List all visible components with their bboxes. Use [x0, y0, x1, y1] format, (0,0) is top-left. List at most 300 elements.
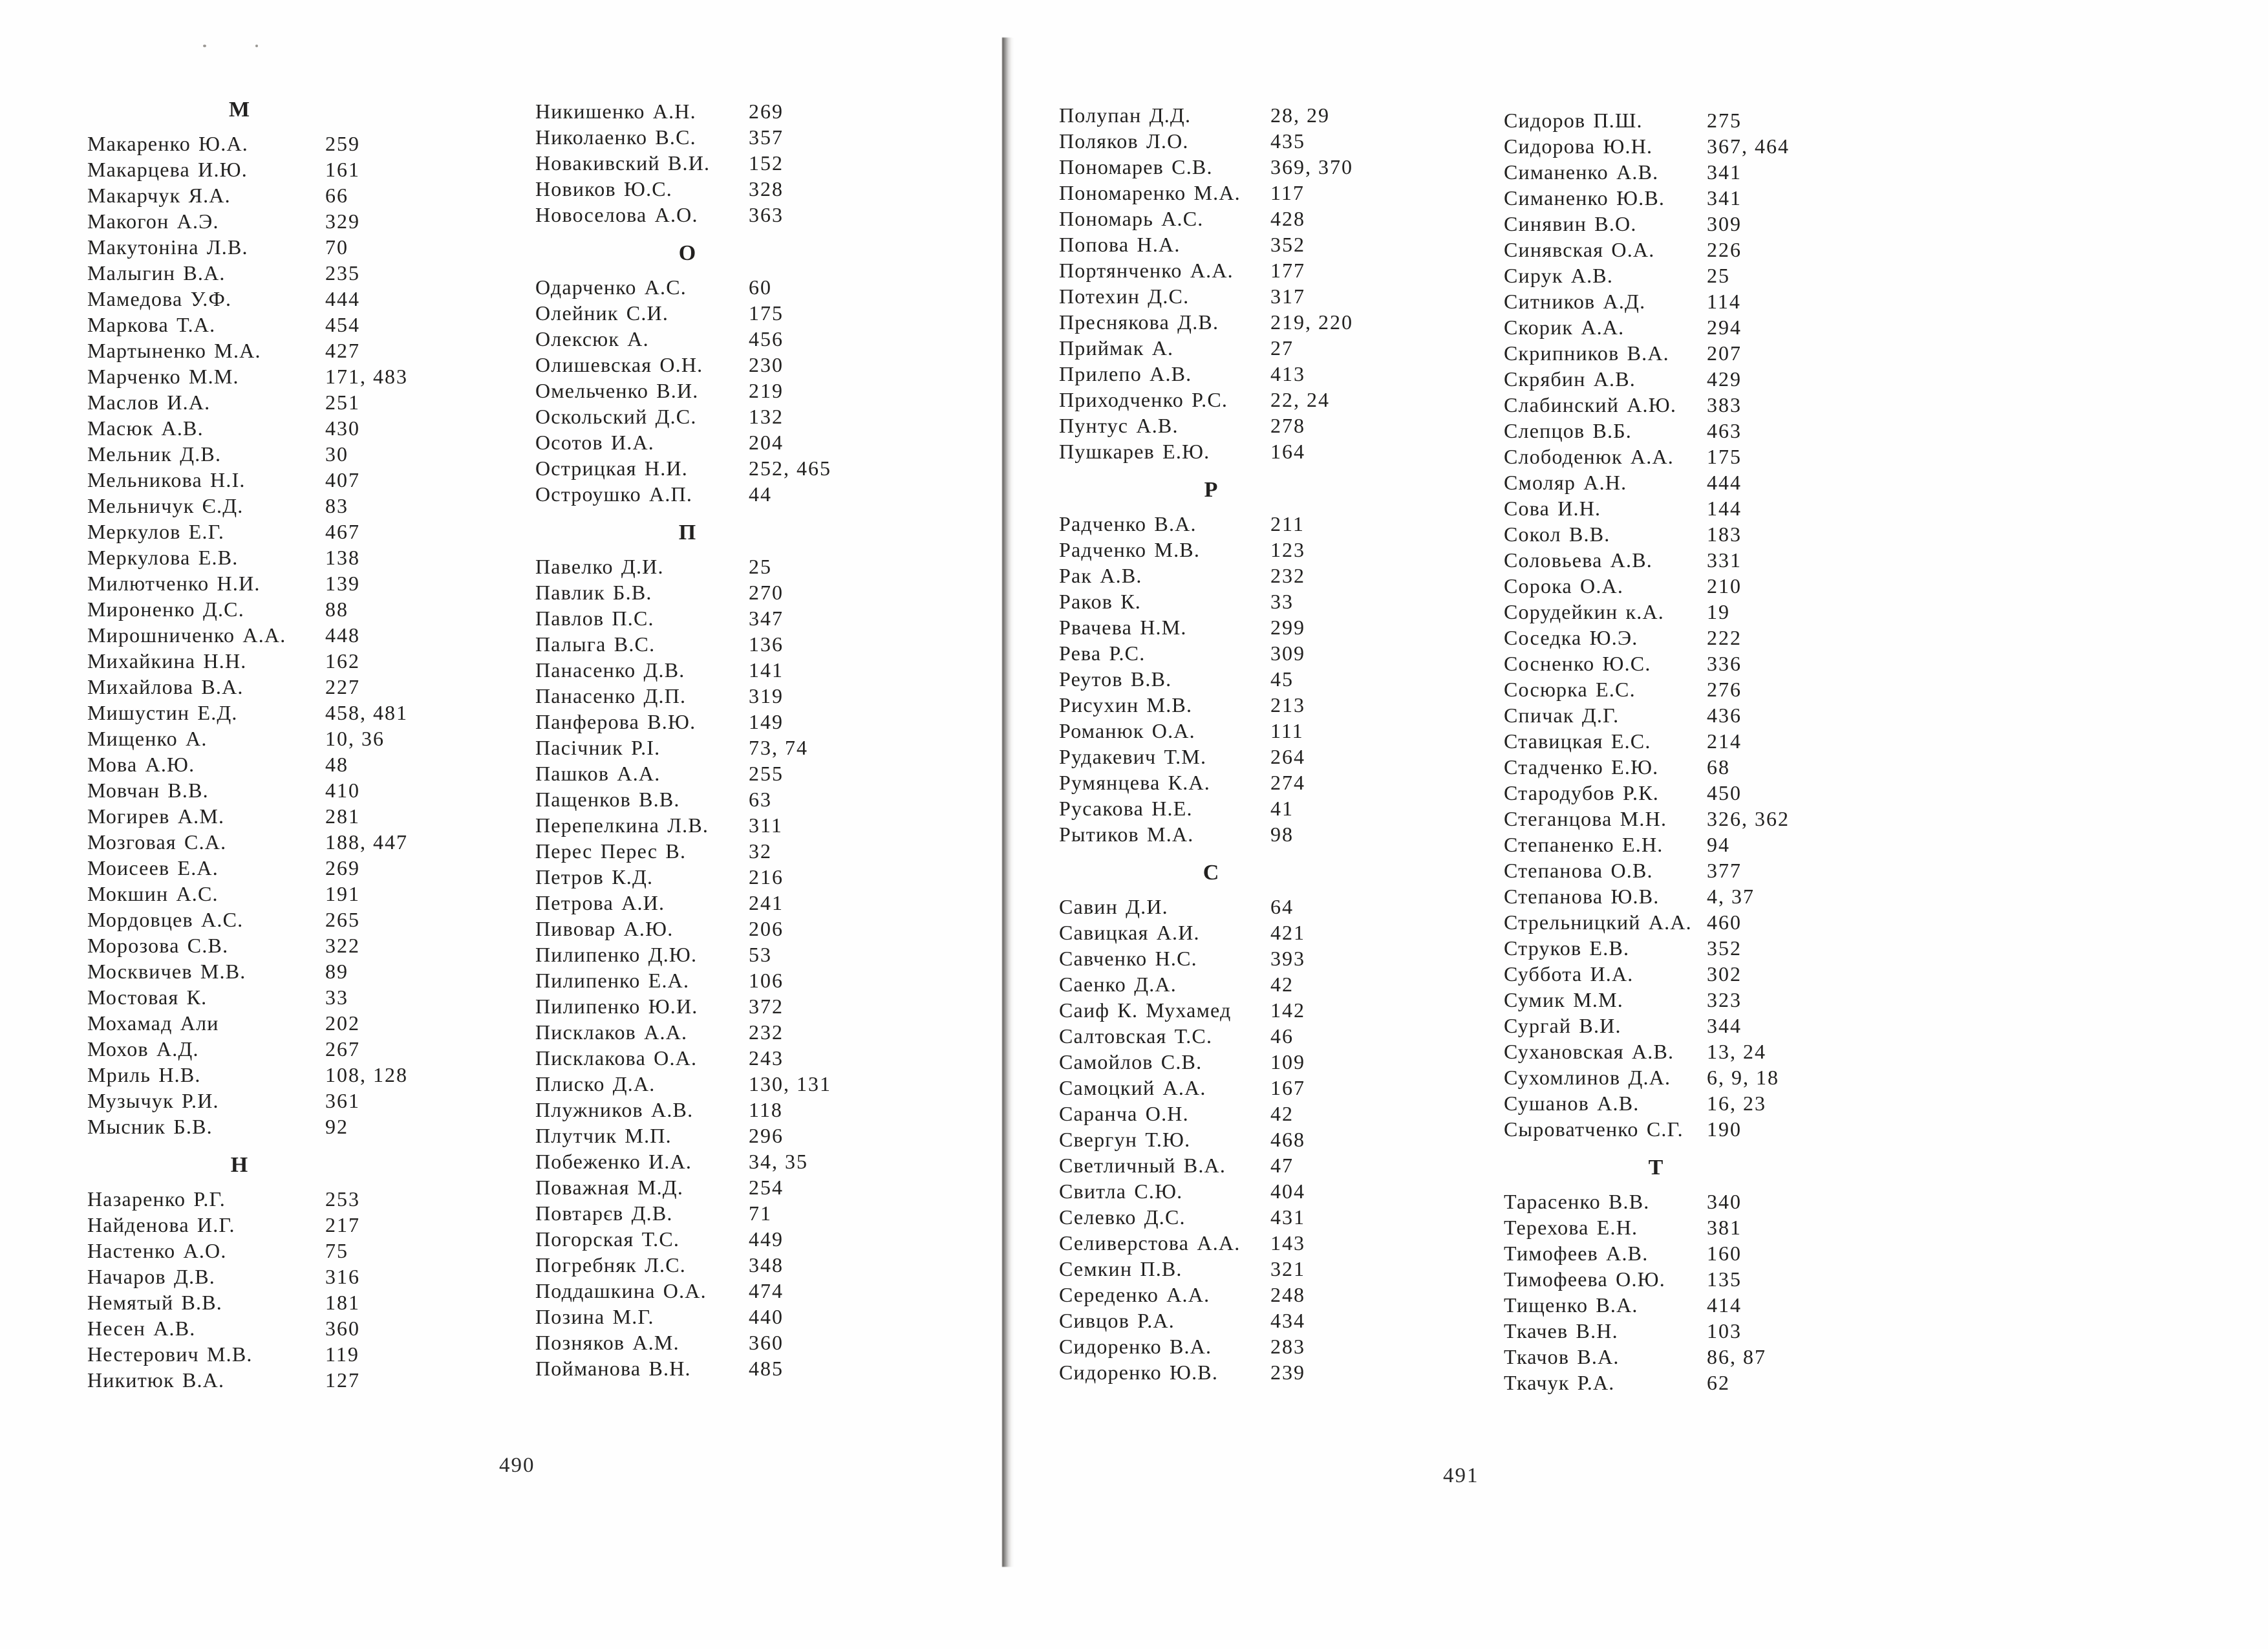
entry-name: Морозова С.В. [87, 934, 229, 957]
index-entry [87, 751, 475, 777]
index-entry [535, 1278, 923, 1304]
index-entry [1504, 1189, 1892, 1214]
entry-name: Сухановская А.В. [1504, 1040, 1674, 1063]
entry-pages: 177 [1270, 259, 1305, 282]
entry-pages: 106 [749, 969, 784, 992]
index-entry [1504, 211, 1892, 237]
entry-pages: 450 [1707, 781, 1742, 804]
index-entry [1504, 1266, 1892, 1292]
entry-pages: 328 [749, 177, 784, 200]
index-entry [535, 890, 923, 916]
entry-pages: 219, 220 [1270, 310, 1353, 334]
index-entry [87, 1238, 475, 1264]
index-entry [87, 389, 475, 415]
entry-name: Олишевская О.Н. [535, 353, 703, 376]
entry-name: Савицкая А.И. [1059, 921, 1200, 944]
entry-name: Скрябин А.В. [1504, 367, 1636, 391]
entry-name: Пилипенко Ю.И. [535, 995, 698, 1018]
entry-pages: 296 [749, 1124, 784, 1147]
index-entry [87, 1264, 475, 1289]
entry-pages: 45 [1270, 667, 1294, 691]
entry-pages: 381 [1707, 1216, 1742, 1239]
entry-name: Тимофеев А.В. [1504, 1242, 1649, 1265]
entry-pages: 248 [1270, 1283, 1305, 1306]
index-entry [1059, 821, 1447, 847]
entry-pages: 239 [1270, 1361, 1305, 1384]
index-entry [1059, 614, 1447, 640]
entry-name: Сова И.Н. [1504, 497, 1601, 520]
entry-name: Ткачук Р.А. [1504, 1371, 1615, 1394]
index-entry [87, 131, 475, 156]
entry-pages: 30 [325, 442, 348, 466]
index-entry [87, 932, 475, 958]
entry-pages: 309 [1270, 641, 1305, 665]
entry-name: Новиков Ю.С. [535, 177, 673, 200]
index-entry [535, 657, 923, 683]
entry-pages: 404 [1270, 1180, 1305, 1203]
entry-name: Приходченко Р.С. [1059, 388, 1228, 411]
entry-name: Павелко Д.И. [535, 555, 664, 578]
entry-name: Сорудейкин к.А. [1504, 600, 1664, 623]
index-entry [1059, 945, 1447, 971]
entry-name: Сирук А.В. [1504, 264, 1614, 287]
index-entry [1504, 263, 1892, 288]
entry-pages: 463 [1707, 419, 1742, 442]
entry-pages: 41 [1270, 797, 1294, 820]
index-entry [1059, 563, 1447, 588]
index-entry [87, 1315, 475, 1341]
index-entry [1059, 666, 1447, 692]
index-entry [1504, 1064, 1892, 1090]
entry-pages: 66 [325, 184, 348, 207]
index-entry [535, 98, 923, 124]
entry-pages: 357 [749, 125, 784, 149]
entry-name: Найденова И.Г. [87, 1213, 235, 1236]
index-entry [535, 760, 923, 786]
entry-pages: 428 [1270, 207, 1305, 230]
entry-pages: 347 [749, 607, 784, 630]
entry-name: Струков Е.В. [1504, 936, 1630, 960]
entry-pages: 436 [1707, 704, 1742, 727]
entry-pages: 118 [749, 1098, 783, 1121]
entry-name: Синявин В.О. [1504, 212, 1637, 235]
entry-name: Сухомлинов Д.А. [1504, 1066, 1671, 1089]
entry-name: Мищенко А. [87, 727, 208, 750]
entry-pages: 53 [749, 943, 772, 966]
index-entry [1504, 987, 1892, 1013]
entry-pages: 278 [1270, 414, 1305, 437]
index-entry [535, 150, 923, 176]
entry-pages: 317 [1270, 285, 1305, 308]
entry-name: Сокол В.В. [1504, 523, 1610, 546]
index-entry [535, 124, 923, 150]
entry-pages: 232 [749, 1020, 784, 1044]
entry-pages: 108, 128 [325, 1063, 408, 1086]
entry-pages: 188, 447 [325, 830, 408, 854]
entry-pages: 321 [1270, 1257, 1305, 1280]
index-entry [1504, 1318, 1892, 1344]
index-entry [1059, 180, 1447, 206]
index-entry [1504, 909, 1892, 935]
entry-name: Панферова В.Ю. [535, 710, 696, 733]
scan-speck [203, 45, 206, 47]
index-entry [87, 182, 475, 208]
entry-name: Немятый В.В. [87, 1291, 222, 1314]
entry-pages: 214 [1707, 729, 1742, 753]
entry-name: Салтовская Т.С. [1059, 1024, 1213, 1048]
entry-pages: 340 [1707, 1190, 1742, 1213]
entry-name: Макарцева И.Ю. [87, 158, 248, 181]
index-entry [1504, 237, 1892, 263]
entry-pages: 410 [325, 779, 360, 802]
entry-name: Тимофеева О.Ю. [1504, 1267, 1665, 1291]
entry-pages: 255 [749, 762, 784, 785]
index-entry [1504, 107, 1892, 133]
entry-name: Перепелкина Л.В. [535, 814, 709, 837]
entry-pages: 28, 29 [1270, 103, 1330, 127]
entry-pages: 25 [1707, 264, 1730, 287]
entry-pages: 474 [749, 1279, 784, 1302]
entry-name: Стеганцова М.Н. [1504, 807, 1667, 830]
index-entry [87, 363, 475, 389]
entry-name: Плужников А.В. [535, 1098, 694, 1121]
entry-name: Суббота И.А. [1504, 962, 1634, 986]
entry-name: Ситников А.Д. [1504, 290, 1646, 313]
entry-name: Мохов А.Д. [87, 1037, 199, 1061]
entry-pages: 167 [1270, 1076, 1305, 1099]
entry-pages: 393 [1270, 947, 1305, 970]
entry-pages: 259 [325, 132, 360, 155]
index-entry [535, 1226, 923, 1252]
index-entry [87, 700, 475, 726]
entry-name: Пащенков В.В. [535, 788, 680, 811]
index-entry [1504, 599, 1892, 625]
entry-pages: 73, 74 [749, 736, 808, 759]
index-entry [1059, 206, 1447, 232]
index-entry [1504, 418, 1892, 444]
entry-pages: 235 [325, 261, 360, 285]
entry-pages: 16, 23 [1707, 1092, 1766, 1115]
entry-name: Савин Д.И. [1059, 895, 1168, 918]
entry-pages: 448 [325, 623, 360, 647]
entry-pages: 377 [1707, 859, 1742, 882]
entry-name: Погорская Т.С. [535, 1227, 680, 1251]
index-entry [535, 786, 923, 812]
index-column-left-page-1 [87, 97, 475, 1393]
entry-pages: 309 [1707, 212, 1742, 235]
entry-name: Павлик Б.В. [535, 581, 652, 604]
index-entry [1059, 718, 1447, 744]
entry-name: Пономаренко М.А. [1059, 181, 1241, 204]
entry-pages: 361 [325, 1089, 360, 1112]
entry-name: Раков К. [1059, 590, 1141, 613]
index-entry [87, 234, 475, 260]
index-entry [1504, 832, 1892, 857]
entry-pages: 440 [749, 1305, 784, 1328]
entry-name: Рак А.В. [1059, 564, 1142, 587]
entry-name: Симаненко Ю.В. [1504, 186, 1665, 210]
index-entry [1059, 309, 1447, 335]
entry-name: Мартыненко М.А. [87, 339, 261, 362]
entry-name: Мельникова Н.І. [87, 468, 246, 491]
entry-name: Макутоніна Л.В. [87, 235, 248, 259]
entry-pages: 274 [1270, 771, 1305, 794]
entry-name: Одарченко А.С. [535, 275, 687, 299]
entry-name: Синявская О.А. [1504, 238, 1655, 261]
entry-pages: 283 [1270, 1335, 1305, 1358]
entry-pages: 130, 131 [749, 1072, 831, 1095]
index-entry [1504, 676, 1892, 702]
index-entry [87, 1186, 475, 1212]
index-entry [87, 726, 475, 751]
index-entry [1059, 128, 1447, 154]
entry-name: Слободенюк А.А. [1504, 445, 1674, 468]
entry-pages: 161 [325, 158, 360, 181]
entry-pages: 485 [749, 1357, 784, 1380]
entry-name: Пономарев С.В. [1059, 155, 1213, 178]
index-entry [535, 481, 923, 507]
entry-name: Мельничук Є.Д. [87, 494, 244, 517]
entry-name: Несен А.В. [87, 1317, 196, 1340]
entry-name: Симаненко А.В. [1504, 160, 1659, 184]
entry-pages: 367, 464 [1707, 135, 1790, 158]
entry-name: Мостовая К. [87, 986, 208, 1009]
entry-name: Селевко Д.С. [1059, 1205, 1186, 1229]
index-entry [1504, 1240, 1892, 1266]
index-entry [1059, 283, 1447, 309]
index-entry [1059, 232, 1447, 257]
entry-name: Радченко В.А. [1059, 512, 1197, 535]
index-entry [535, 605, 923, 631]
entry-pages: 326, 362 [1707, 807, 1790, 830]
entry-pages: 63 [749, 788, 772, 811]
index-entry [1504, 883, 1892, 909]
entry-name: Нестерович М.В. [87, 1342, 253, 1366]
entry-pages: 132 [749, 405, 784, 428]
entry-pages: 216 [749, 865, 784, 889]
entry-pages: 269 [325, 856, 360, 879]
entry-name: Свитла С.Ю. [1059, 1180, 1183, 1203]
index-entry [1504, 702, 1892, 728]
index-entry [1504, 314, 1892, 340]
index-entry [1059, 438, 1447, 464]
index-entry [1504, 340, 1892, 366]
index-entry [87, 674, 475, 700]
index-entry [1059, 537, 1447, 563]
index-entry [535, 942, 923, 967]
entry-name: Панасенко Д.П. [535, 684, 687, 707]
entry-name: Пивовар А.Ю. [535, 917, 674, 940]
entry-pages: 47 [1270, 1154, 1294, 1177]
index-entry [1059, 511, 1447, 537]
entry-pages: 34, 35 [749, 1150, 808, 1173]
entry-name: Макаренко Ю.А. [87, 132, 248, 155]
entry-name: Соловьева А.В. [1504, 548, 1653, 572]
entry-pages: 267 [325, 1037, 360, 1061]
entry-pages: 142 [1270, 998, 1305, 1022]
entry-pages: 152 [749, 151, 784, 175]
entry-pages: 360 [325, 1317, 360, 1340]
entry-name: Сургай В.И. [1504, 1014, 1621, 1037]
entry-pages: 70 [325, 235, 348, 259]
index-entry [535, 1174, 923, 1200]
entry-name: Мордовцев А.С. [87, 908, 244, 931]
index-entry [535, 1355, 923, 1381]
index-entry [1504, 1292, 1892, 1318]
index-entry [1059, 997, 1447, 1023]
entry-pages: 103 [1707, 1319, 1742, 1342]
section-letter-heading: Т [1648, 1156, 1664, 1180]
page-number-right: 491 [1443, 1464, 1479, 1487]
entry-name: Мозговая С.А. [87, 830, 227, 854]
index-entry [535, 1019, 923, 1045]
entry-pages: 275 [1707, 109, 1742, 132]
index-entry [535, 1123, 923, 1148]
entry-pages: 414 [1707, 1293, 1742, 1317]
entry-name: Портянченко А.А. [1059, 259, 1234, 282]
entry-name: Перес Перес В. [535, 839, 687, 863]
entry-name: Потехин Д.С. [1059, 285, 1190, 308]
index-entry [535, 838, 923, 864]
entry-pages: 435 [1270, 129, 1305, 153]
entry-name: Приймак А. [1059, 336, 1174, 360]
entry-name: Савченко Н.С. [1059, 947, 1197, 970]
entry-name: Середенко А.А. [1059, 1283, 1210, 1306]
index-entry [1504, 495, 1892, 521]
entry-pages: 222 [1707, 626, 1742, 649]
entry-name: Пасічник Р.І. [535, 736, 661, 759]
index-entry [1504, 444, 1892, 469]
index-entry [535, 916, 923, 942]
index-entry [1059, 1308, 1447, 1333]
index-entry [87, 286, 475, 312]
entry-pages: 149 [749, 710, 784, 733]
entry-pages: 181 [325, 1291, 360, 1314]
entry-name: Никишенко А.Н. [535, 100, 696, 123]
entry-pages: 98 [1270, 823, 1294, 846]
index-entry [1504, 1090, 1892, 1116]
index-entry [87, 881, 475, 907]
index-entry [1059, 1333, 1447, 1359]
entry-pages: 444 [325, 287, 360, 310]
entry-name: Сидоренко В.А. [1059, 1335, 1212, 1358]
index-entry [535, 709, 923, 735]
index-entry [87, 1289, 475, 1315]
entry-pages: 227 [325, 675, 360, 698]
index-entry [87, 829, 475, 855]
entry-pages: 270 [749, 581, 784, 604]
index-entry [535, 1330, 923, 1355]
entry-pages: 232 [1270, 564, 1305, 587]
index-entry [1059, 894, 1447, 920]
index-entry [1504, 780, 1892, 806]
entry-pages: 323 [1707, 988, 1742, 1011]
entry-pages: 230 [749, 353, 784, 376]
entry-pages: 138 [325, 546, 360, 569]
entry-pages: 213 [1270, 693, 1305, 717]
entry-pages: 71 [749, 1202, 772, 1225]
entry-name: Моисеев Е.А. [87, 856, 219, 879]
entry-pages: 33 [1270, 590, 1294, 613]
entry-pages: 299 [1270, 616, 1305, 639]
entry-pages: 429 [1707, 367, 1742, 391]
entry-name: Саиф К. Мухамед [1059, 998, 1232, 1022]
entry-name: Сидорова Ю.Н. [1504, 135, 1653, 158]
entry-pages: 265 [325, 908, 360, 931]
entry-name: Панасенко Д.В. [535, 658, 685, 682]
entry-pages: 458, 481 [325, 701, 408, 724]
entry-name: Назаренко Р.Г. [87, 1187, 226, 1211]
index-entry [1059, 971, 1447, 997]
entry-pages: 294 [1707, 316, 1742, 339]
entry-pages: 241 [749, 891, 784, 914]
entry-pages: 352 [1707, 936, 1742, 960]
index-entry [87, 1114, 475, 1139]
entry-pages: 316 [325, 1265, 360, 1288]
entry-pages: 139 [325, 572, 360, 595]
entry-pages: 109 [1270, 1050, 1305, 1073]
entry-name: Пономарь А.С. [1059, 207, 1204, 230]
entry-name: Слабинский А.Ю. [1504, 393, 1677, 416]
entry-pages: 427 [325, 339, 360, 362]
entry-name: Настенко А.О. [87, 1239, 227, 1262]
entry-name: Полупан Д.Д. [1059, 103, 1192, 127]
entry-name: Свергун Т.Ю. [1059, 1128, 1191, 1151]
index-entry [87, 855, 475, 881]
entry-pages: 341 [1707, 160, 1742, 184]
page-number-left: 490 [499, 1454, 535, 1477]
index-entry [1504, 754, 1892, 780]
index-entry [1059, 1023, 1447, 1049]
entry-name: Тарасенко В.В. [1504, 1190, 1650, 1213]
entry-name: Степанова Ю.В. [1504, 885, 1660, 908]
entry-pages: 10, 36 [325, 727, 385, 750]
entry-pages: 430 [325, 416, 360, 440]
index-entry [87, 570, 475, 596]
entry-name: Могирев А.М. [87, 804, 225, 828]
entry-pages: 336 [1707, 652, 1742, 675]
index-entry [535, 1200, 923, 1226]
section-letter-heading: О [678, 241, 696, 265]
entry-name: Масюк А.В. [87, 416, 204, 440]
entry-pages: 141 [749, 658, 784, 682]
entry-name: Новакивский В.И. [535, 151, 711, 175]
entry-name: Саенко Д.А. [1059, 973, 1177, 996]
index-entry [1059, 102, 1447, 128]
entry-name: Смоляр А.Н. [1504, 471, 1627, 494]
entry-name: Реутов В.В. [1059, 667, 1172, 691]
entry-pages: 123 [1270, 538, 1305, 561]
entry-pages: 19 [1707, 600, 1730, 623]
index-entry [535, 554, 923, 579]
entry-name: Осотов И.А. [535, 431, 654, 454]
entry-name: Сорока О.А. [1504, 574, 1624, 598]
entry-name: Мова А.Ю. [87, 753, 195, 776]
entry-name: Палыга В.С. [535, 632, 656, 656]
entry-pages: 269 [749, 100, 784, 123]
entry-name: Марченко М.М. [87, 365, 239, 388]
index-column-right-page-1 [1059, 102, 1447, 1385]
index-entry [1504, 935, 1892, 961]
index-entry [1504, 1116, 1892, 1142]
index-entry [535, 864, 923, 890]
entry-name: Соседка Ю.Э. [1504, 626, 1638, 649]
entry-name: Рисухин М.В. [1059, 693, 1193, 717]
entry-name: Стародубов Р.К. [1504, 781, 1659, 804]
entry-pages: 331 [1707, 548, 1742, 572]
entry-pages: 68 [1707, 755, 1730, 779]
entry-pages: 83 [325, 494, 348, 517]
